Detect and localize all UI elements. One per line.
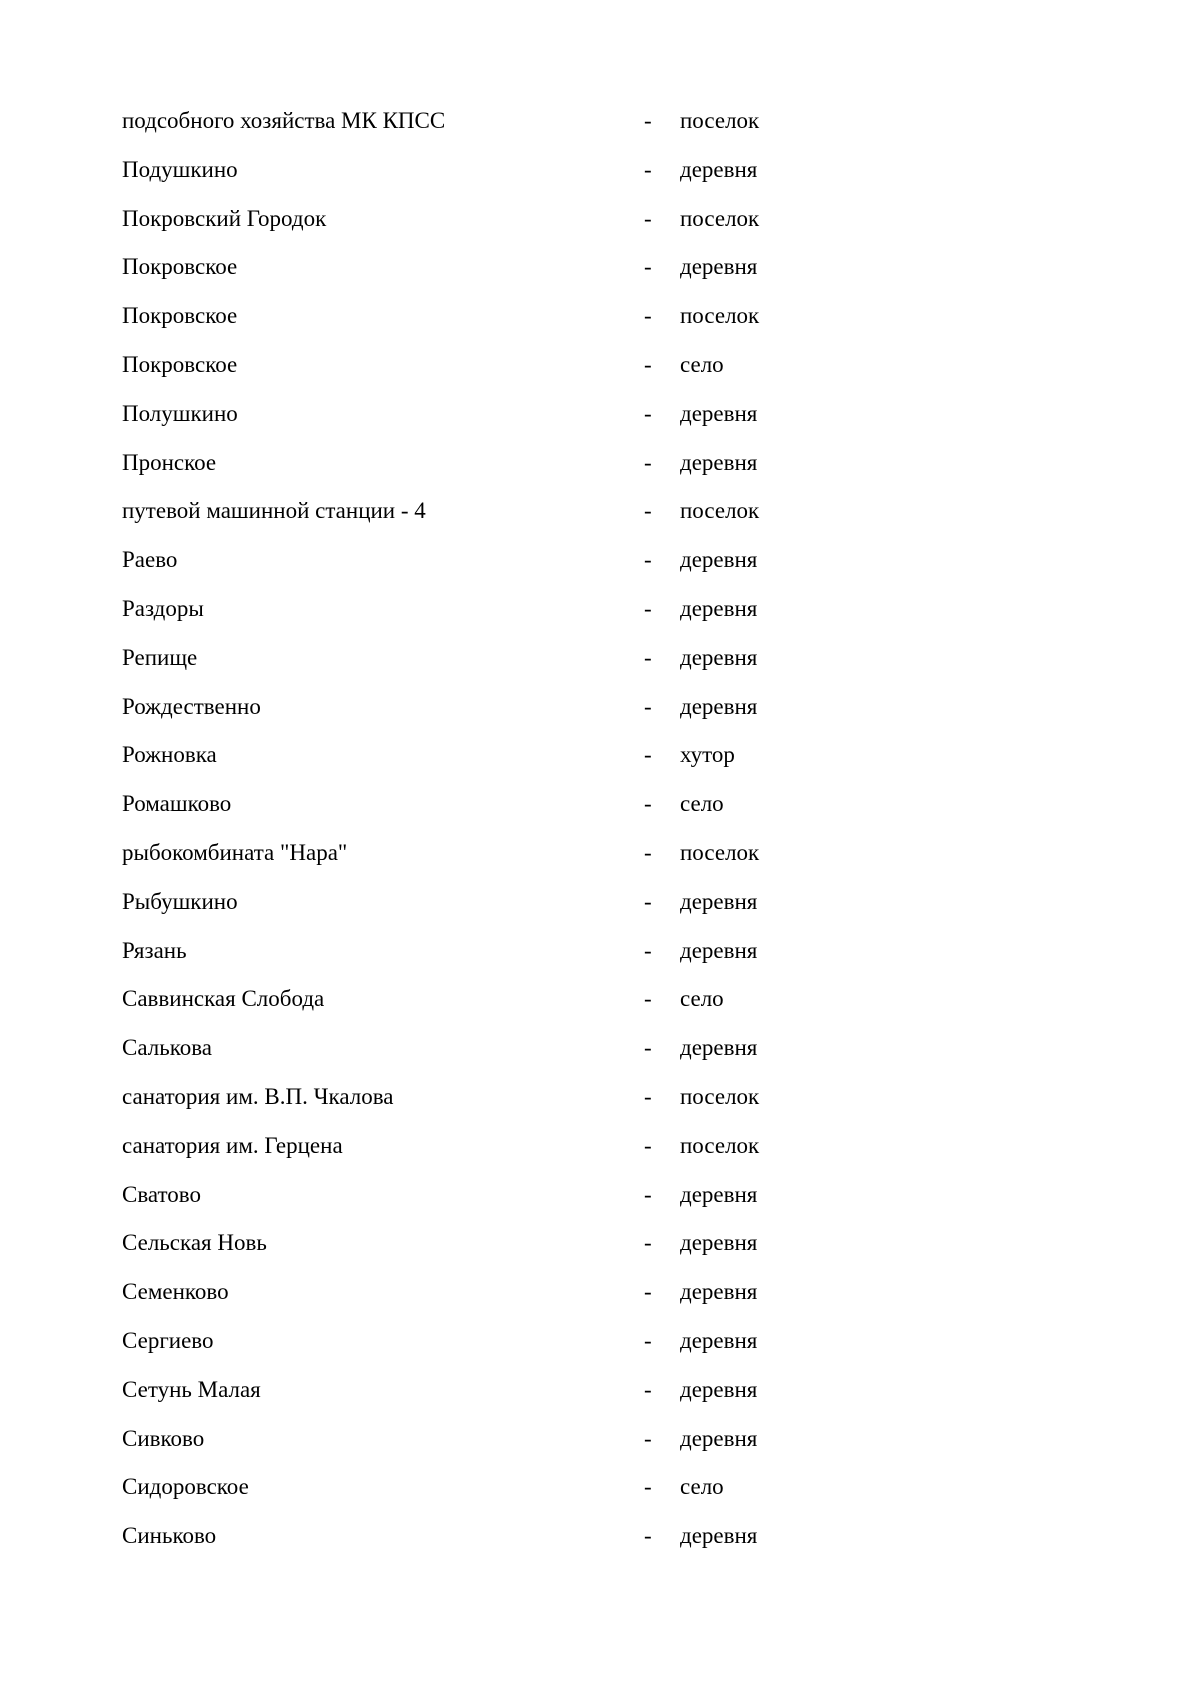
separator-dash: - [644,254,652,280]
settlement-type: поселок [680,303,760,329]
settlement-name: Подушкино [122,156,238,182]
list-item [0,643,1200,692]
list-item [0,399,1200,448]
list-item [0,692,1200,741]
list-item [0,545,1200,594]
separator-dash: - [644,1523,652,1549]
settlement-type: деревня [680,400,758,426]
settlement-name: Раево [122,547,178,573]
list-item [0,204,1200,253]
list-item [0,1277,1200,1326]
separator-dash: - [644,644,652,670]
separator-dash: - [644,937,652,963]
separator-dash: - [644,400,652,426]
separator-dash: - [644,303,652,329]
list-item [0,1375,1200,1424]
settlement-type: деревня [680,547,758,573]
settlement-type: поселок [680,1132,760,1158]
separator-dash: - [644,1230,652,1256]
settlement-type: деревня [680,1425,758,1451]
separator-dash: - [644,498,652,524]
settlement-name: подсобного хозяйства МК КПСС [122,108,446,133]
settlement-name: санатория им. Герцена [122,1132,343,1158]
settlement-type: деревня [680,1279,758,1305]
separator-dash: - [644,1279,652,1305]
settlement-type: деревня [680,1376,758,1402]
separator-dash: - [644,791,652,817]
list-item [0,448,1200,497]
settlement-type: деревня [680,595,758,621]
settlement-name: Саввинская Слобода [122,986,325,1012]
list-item [0,496,1200,545]
settlement-name: путевой машинной станции - 4 [122,498,426,524]
settlement-name: Сивково [122,1425,205,1451]
settlement-name: Сергиево [122,1327,214,1353]
settlement-type: деревня [680,449,758,475]
list-item [0,252,1200,301]
settlement-type: деревня [680,1230,758,1256]
settlement-type: село [680,351,724,377]
list-item [0,1180,1200,1229]
list-item [0,1082,1200,1131]
settlement-type: поселок [680,1083,760,1109]
separator-dash: - [644,1376,652,1402]
separator-dash: - [644,986,652,1012]
separator-dash: - [644,1035,652,1061]
list-item [0,984,1200,1033]
list-item [0,740,1200,789]
settlement-name: Покровское [122,351,238,377]
list-item [0,1521,1200,1570]
settlement-name: санатория им. В.П. Чкалова [122,1083,394,1109]
settlement-type: поселок [680,839,760,865]
list-item [0,1472,1200,1521]
settlement-name: Семенково [122,1279,229,1305]
separator-dash: - [644,693,652,719]
settlement-name: Полушкино [122,400,238,426]
separator-dash: - [644,108,652,133]
settlement-name: Раздоры [122,595,204,621]
list-item [0,1228,1200,1277]
settlement-name: Ромашково [122,791,232,817]
separator-dash: - [644,1132,652,1158]
separator-dash: - [644,1181,652,1207]
settlement-name: Салькова [122,1035,212,1061]
settlement-name: рыбокомбината "Нара" [122,839,348,865]
settlement-type: деревня [680,1035,758,1061]
settlement-type: деревня [680,1327,758,1353]
separator-dash: - [644,449,652,475]
settlement-name: Рыбушкино [122,888,238,914]
separator-dash: - [644,742,652,768]
settlement-name: Сельская Новь [122,1230,267,1256]
settlement-name: Покровское [122,254,238,280]
settlement-name: Сетунь Малая [122,1376,261,1402]
list-item [0,350,1200,399]
settlement-type: деревня [680,1523,758,1549]
settlement-type: деревня [680,937,758,963]
separator-dash: - [644,351,652,377]
separator-dash: - [644,156,652,182]
settlement-type: село [680,1474,724,1500]
settlement-type: деревня [680,254,758,280]
settlement-type: деревня [680,888,758,914]
settlement-type: село [680,986,724,1012]
list-item [0,1326,1200,1375]
list-item [0,301,1200,350]
settlement-type: поселок [680,108,760,133]
list-item [0,789,1200,838]
separator-dash: - [644,595,652,621]
settlement-name: Покровский Городок [122,205,327,231]
list-item [0,887,1200,936]
separator-dash: - [644,839,652,865]
list-item [0,106,1200,155]
separator-dash: - [644,1474,652,1500]
settlement-type: хутор [680,742,735,768]
list-item [0,1424,1200,1473]
settlement-type: поселок [680,498,760,524]
settlement-type: деревня [680,693,758,719]
settlement-list [0,106,1200,1570]
list-item [0,838,1200,887]
settlement-type: деревня [680,644,758,670]
settlement-name: Рождественно [122,693,261,719]
settlement-name: Сватово [122,1181,201,1207]
settlement-type: поселок [680,205,760,231]
settlement-type: село [680,791,724,817]
list-item [0,1131,1200,1180]
list-item [0,594,1200,643]
settlement-name: Рязань [122,937,187,963]
settlement-name: Пронское [122,449,217,475]
separator-dash: - [644,547,652,573]
separator-dash: - [644,888,652,914]
list-item [0,936,1200,985]
settlement-name: Покровское [122,303,238,329]
list-item [0,1033,1200,1082]
separator-dash: - [644,1327,652,1353]
settlement-name: Репище [122,644,198,670]
settlement-type: деревня [680,1181,758,1207]
settlement-name: Синьково [122,1523,217,1549]
settlement-name: Рожновка [122,742,217,768]
settlement-name: Сидоровское [122,1474,249,1500]
separator-dash: - [644,1083,652,1109]
list-item [0,155,1200,204]
separator-dash: - [644,205,652,231]
settlement-type: деревня [680,156,758,182]
separator-dash: - [644,1425,652,1451]
